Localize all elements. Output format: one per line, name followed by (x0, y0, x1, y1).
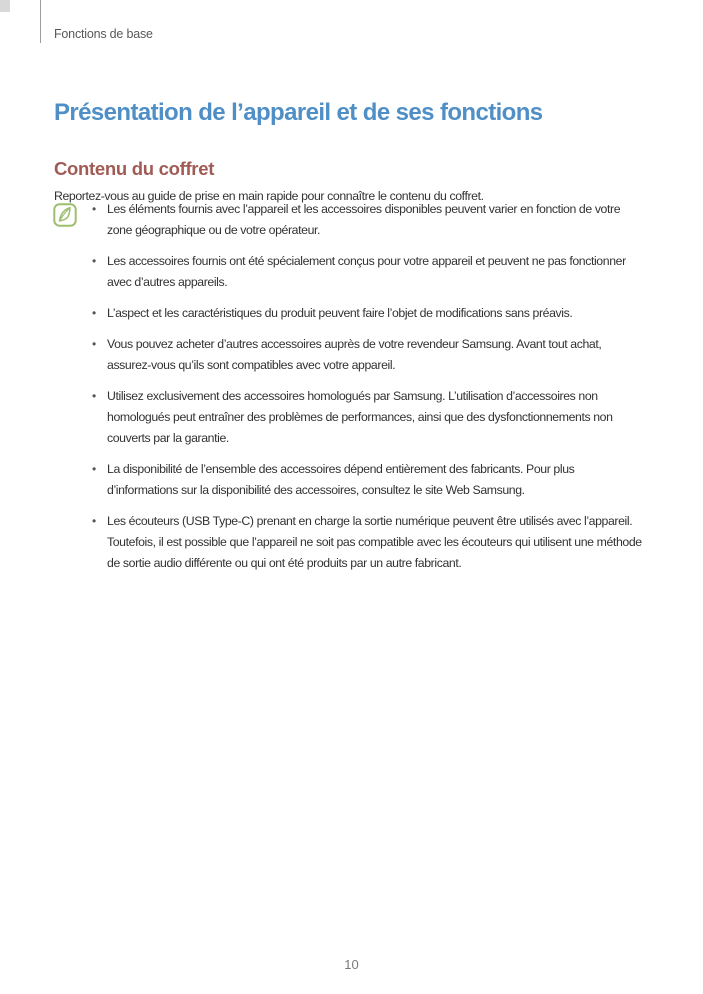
note-list (91, 199, 648, 584)
intro-paragraph: Reportez-vous au guide de prise en main rapide pour connaître le contenu du coffret. (54, 189, 484, 204)
bullet-icon: • (92, 337, 96, 351)
bullet-icon: • (92, 202, 96, 216)
page-title: Présentation de l’appareil et de ses fonctions (54, 99, 543, 127)
page-number: 10 (344, 957, 359, 972)
note-item-text: Les écouteurs (USB Type-C) prenant en charge la sortie numérique peuvent être utilisés avec l’appareil. Toutefois, il est possible que l’appareil ne soit pas compatible avec les écouteurs qui utilisent une méthode de sortie audio différente ou qui ont été produits par un autre fabricant. (107, 514, 642, 570)
note-item-text: Les accessoires fournis ont été spécialement conçus pour votre appareil et peuvent ne pas fonctionner avec d’autres appareils. (107, 254, 626, 289)
note-item-text: Les éléments fournis avec l’appareil et les accessoires disponibles peuvent varier en fonction de votre zone géographique ou de votre opérateur. (107, 202, 621, 237)
note-item (91, 459, 648, 501)
bullet-icon: • (92, 389, 96, 403)
note-pen-icon (53, 203, 77, 227)
bullet-icon: • (92, 306, 96, 320)
note-item (91, 251, 648, 293)
bullet-icon: • (92, 514, 96, 528)
running-header: Fonctions de base (54, 27, 153, 41)
note-item (91, 334, 648, 376)
note-item-text: L’aspect et les caractéristiques du produit peuvent faire l’objet de modifications sans préavis. (107, 306, 573, 320)
note-item (91, 303, 648, 324)
section-heading: Contenu du coffret (54, 158, 215, 180)
note-item (91, 511, 648, 574)
corner-mark (0, 0, 10, 12)
note-item-text: La disponibilité de l’ensemble des accessoires dépend entièrement des fabricants. Pour plus d’informations sur la disponibilité des accessoires, consultez le site Web Samsung. (107, 462, 575, 497)
bullet-icon: • (92, 462, 96, 476)
note-item-text: Utilisez exclusivement des accessoires homologués par Samsung. L’utilisation d’accessoires non homologués peut entraîner des problèmes de performances, ainsi que des dysfonctionnements non couverts par la garantie. (107, 389, 613, 445)
note-item-text: Vous pouvez acheter d’autres accessoires auprès de votre revendeur Samsung. Avant tout achat, assurez-vous qu’ils sont compatibles avec votre appareil. (107, 337, 602, 372)
note-item (91, 199, 648, 241)
note-item (91, 386, 648, 449)
bullet-icon: • (92, 254, 96, 268)
header-divider-line (40, 0, 41, 43)
